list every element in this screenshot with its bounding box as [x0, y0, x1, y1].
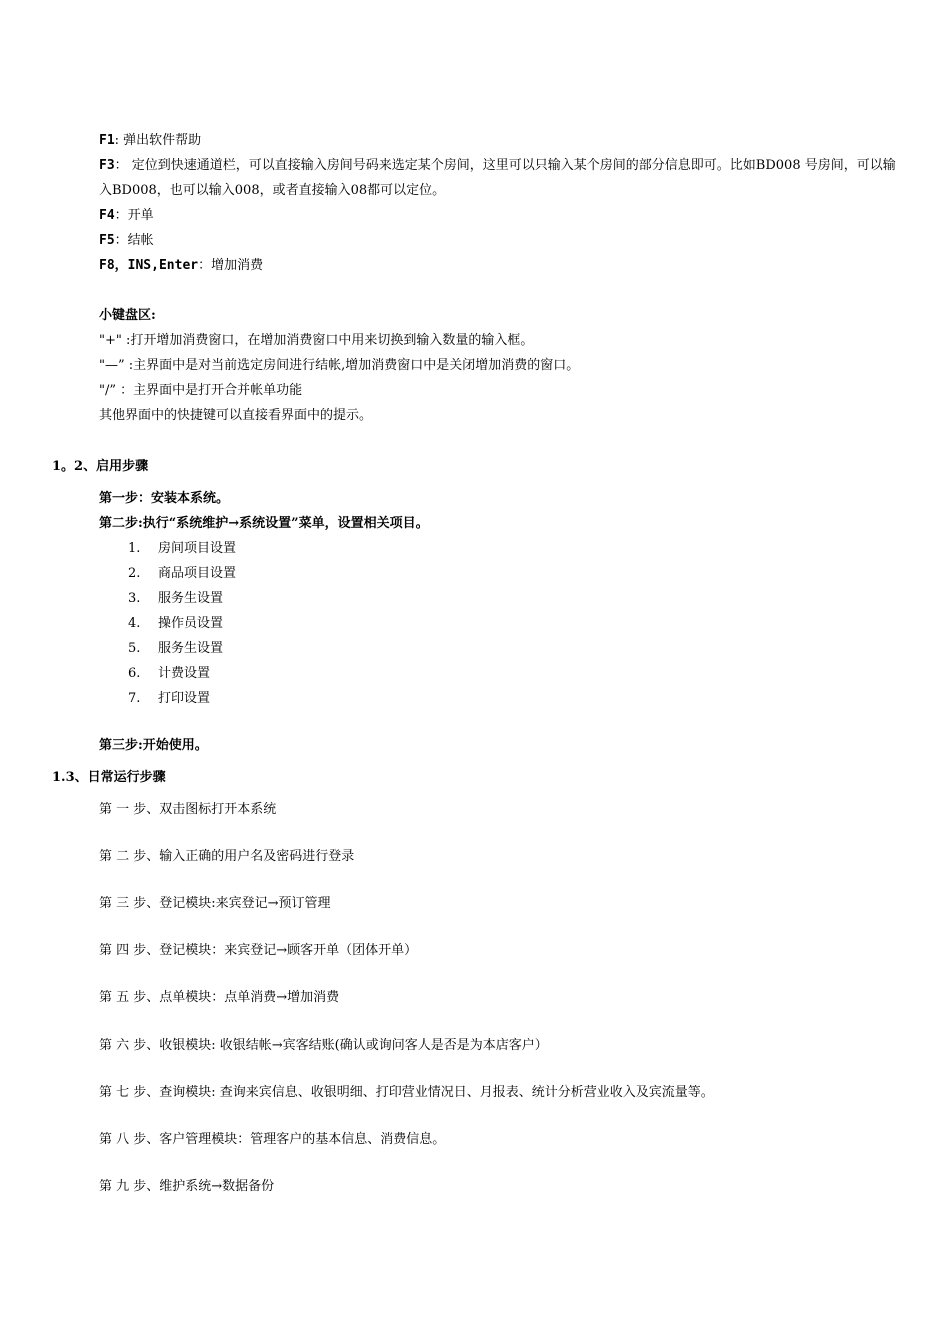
shortcut-sep: ： [198, 258, 212, 273]
list-text: 服务生设置 [158, 641, 224, 656]
shortcut-f3 [99, 153, 899, 203]
shortcut-sep: : [114, 133, 124, 148]
list-text: 服务生设置 [158, 591, 224, 606]
list-text: 操作员设置 [158, 616, 224, 631]
keypad-minus: "—” :主界面中是对当前选定房间进行结帐,增加消费窗口中是关闭增加消费的窗口。 [99, 358, 580, 373]
list-number: 1. [128, 541, 141, 556]
list-number: 2. [128, 566, 141, 581]
shortcut-sep: ： [114, 208, 128, 223]
shortcut-key: F4 [99, 208, 115, 223]
shortcut-f8 [99, 253, 263, 278]
daily-step: 第 九 步、维护系统→数据备份 [99, 1179, 275, 1194]
daily-step: 第 三 步、登记模块:来宾登记→预订管理 [99, 896, 331, 911]
shortcut-desc: 定位到快速通道栏，可以直接输入房间号码来选定某个房间，这里可以只输入某个房间的部分信息即可。比如BD008 号房间，可以输入BD008，也可以输入008，或者直接输入08都可以定位。 [99, 158, 896, 198]
shortcut-key: F3 [99, 158, 115, 173]
daily-step: 第 一 步、双击图标打开本系统 [99, 802, 277, 817]
list-text: 房间项目设置 [158, 541, 237, 556]
list-number: 4. [128, 616, 141, 631]
list-text: 打印设置 [158, 691, 211, 706]
list-item [128, 586, 223, 611]
keypad-slash: "/” ：主界面中是打开合并帐单功能 [99, 383, 303, 398]
shortcut-desc: 开单 [127, 208, 154, 223]
daily-step: 第 六 步、收银模块: 收银结帐→宾客结账(确认或询问客人是否是为本店客户） [99, 1038, 548, 1053]
list-text: 计费设置 [158, 666, 211, 681]
list-item [128, 636, 223, 661]
section-1-3-heading: 1.3、日常运行步骤 [52, 770, 166, 785]
shortcut-desc: 结帐 [127, 233, 154, 248]
keypad-plus: "+" :打开增加消费窗口，在增加消费窗口中用来切换到输入数量的输入框。 [99, 333, 534, 348]
list-item [128, 536, 236, 561]
keypad-title: 小键盘区: [99, 308, 156, 323]
list-item [128, 611, 223, 636]
setup-step-2: 第二步:执行“系统维护→系统设置”菜单，设置相关项目。 [99, 516, 429, 531]
list-text: 商品项目设置 [158, 566, 237, 581]
shortcut-f5 [99, 228, 154, 253]
shortcut-key: F1 [99, 133, 115, 148]
shortcut-desc: 弹出软件帮助 [123, 133, 202, 148]
section-1-2-heading: 1。2、启用步骤 [52, 459, 149, 474]
shortcut-desc: 增加消费 [211, 258, 264, 273]
shortcut-key: F8，INS,Enter [99, 258, 199, 273]
setup-step-1: 第一步：安装本系统。 [99, 491, 230, 506]
daily-step: 第 七 步、查询模块: 查询来宾信息、收银明细、打印营业情况日、月报表、统计分析营业收入及宾流量等。 [99, 1085, 714, 1100]
list-item [128, 561, 236, 586]
setup-step-3: 第三步:开始使用。 [99, 738, 208, 753]
list-number: 7. [128, 691, 141, 706]
daily-step: 第 二 步、输入正确的用户名及密码进行登录 [99, 849, 355, 864]
daily-step: 第 八 步、客户管理模块：管理客户的基本信息、消费信息。 [99, 1132, 446, 1147]
list-item [128, 661, 210, 686]
shortcut-sep: ： [114, 233, 128, 248]
shortcut-f4 [99, 203, 154, 228]
keypad-other: 其他界面中的快捷键可以直接看界面中的提示。 [99, 408, 373, 423]
shortcut-key: F5 [99, 233, 115, 248]
list-number: 6. [128, 666, 141, 681]
shortcut-f1 [99, 128, 201, 153]
list-number: 5. [128, 641, 141, 656]
shortcut-sep: ： [114, 158, 132, 173]
daily-step: 第 五 步、点单模块：点单消费→增加消费 [99, 990, 340, 1005]
list-item [128, 686, 210, 711]
list-number: 3. [128, 591, 141, 606]
daily-step: 第 四 步、登记模块：来宾登记→顾客开单（团体开单） [99, 943, 418, 958]
